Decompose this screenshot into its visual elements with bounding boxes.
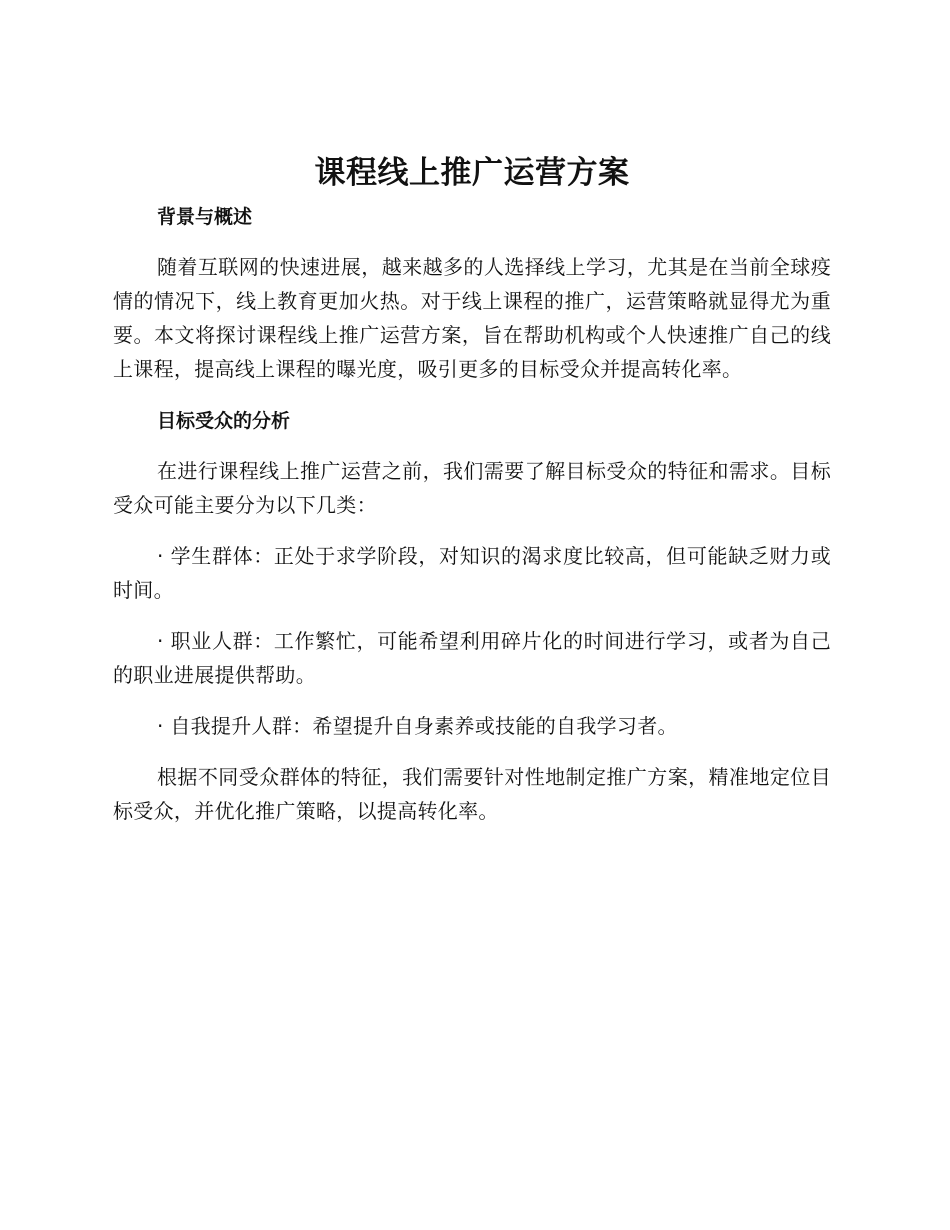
section-heading-background: 背景与概述 (157, 206, 253, 228)
list-item-self-improvers: · 自我提升人群：希望提升自身素养或技能的自我学习者。 (157, 714, 678, 738)
paragraph-background: 随着互联网的快速进展，越来越多的人选择线上学习，尤其是在当前全球疫情的情况下，线上教育更加火热。对于线上课程的推广，运营策略就显得尤为重要。本文将探讨课程线上推广运营方案，旨在帮助机构或个人快速推广自己的线上课程，提高线上课程的曝光度，吸引更多的目标受众并提高转化率。 (113, 255, 831, 381)
paragraph-audience-intro: 在进行课程线上推广运营之前，我们需要了解目标受众的特征和需求。目标受众可能主要分为以下几类： (113, 459, 831, 517)
list-item-students: · 学生群体：正处于求学阶段，对知识的渴求度比较高，但可能缺乏财力或时间。 (113, 544, 831, 602)
document-page (113, 148, 831, 828)
section-heading-audience: 目标受众的分析 (157, 410, 291, 432)
document-title: 课程线上推广运营方案 (314, 155, 630, 191)
paragraph-audience-conclusion: 根据不同受众群体的特征，我们需要针对性地制定推广方案，精准地定位目标受众，并优化推广策略，以提高转化率。 (113, 765, 831, 823)
list-item-professionals: · 职业人群：工作繁忙，可能希望利用碎片化的时间进行学习，或者为自己的职业进展提供帮助。 (113, 629, 831, 687)
